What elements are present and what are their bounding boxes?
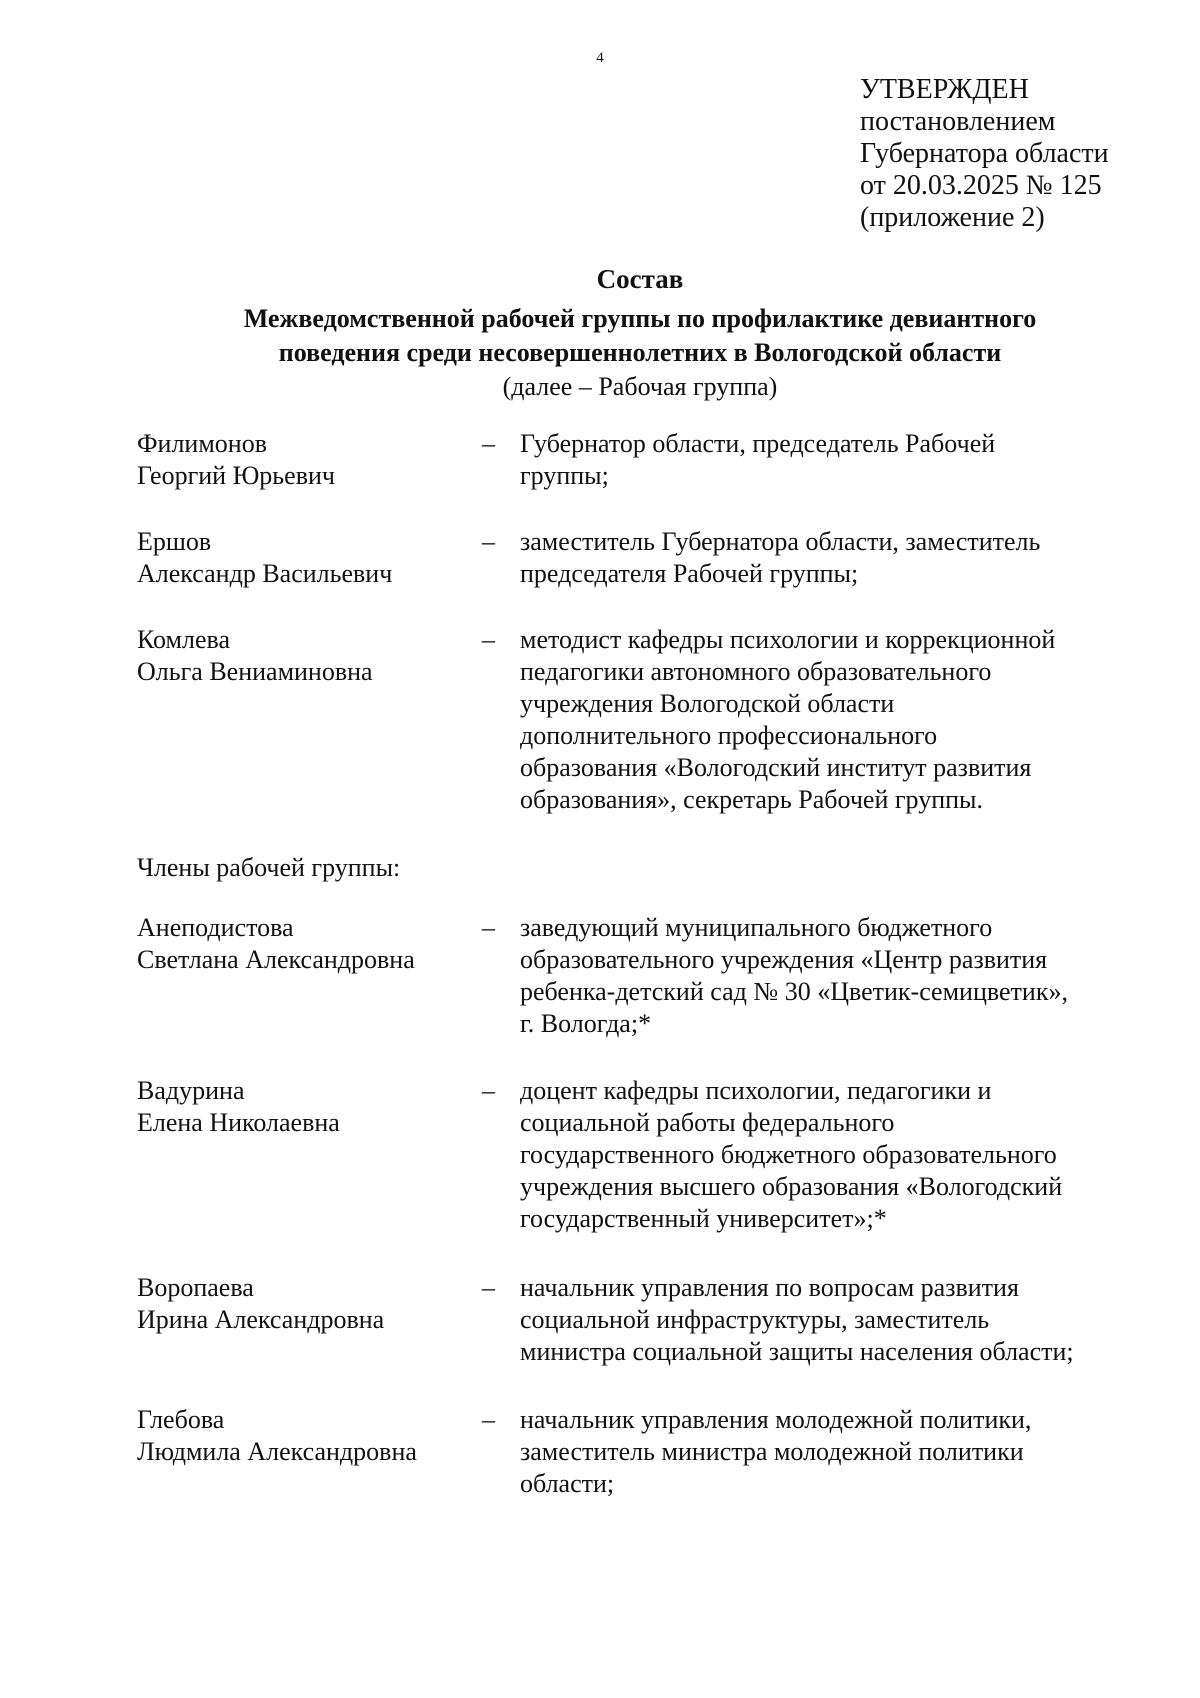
person-surname: Глебова [137, 1405, 225, 1434]
person-surname: Филимонов [137, 429, 267, 458]
person-position: начальник управления по вопросам развития социальной инфраструктуры, заместитель министра социальной защиты населения области; [520, 1273, 1074, 1366]
person-name [137, 1404, 467, 1468]
document-title-line-1: Межведомственной рабочей группы по профилактике девиантного [243, 304, 1037, 333]
entry-dash: – [482, 1273, 495, 1302]
person-surname: Ершов [137, 527, 212, 556]
person-name [137, 1075, 467, 1139]
person-position: заместитель Губернатора области, заместитель председателя Рабочей группы; [520, 527, 1041, 588]
entry-dash: – [482, 913, 495, 942]
person-surname: Комлева [137, 625, 230, 654]
members-section-label: Члены рабочей группы: [137, 853, 401, 882]
entry-dash: – [482, 429, 495, 458]
document-title-block [0, 262, 1200, 404]
document-heading: Состав [596, 264, 684, 294]
approval-line-governor: Губернатора области [860, 138, 1109, 169]
document-subtitle: (далее – Рабочая группа) [502, 372, 778, 401]
person-position: начальник управления молодежной политики, заместитель министра молодежной политики области; [520, 1405, 1032, 1498]
person-name [137, 624, 467, 688]
person-name [137, 428, 467, 492]
page-number: 4 [596, 50, 604, 66]
approval-line-resolution: постановлением [860, 106, 1056, 137]
document-title-line-2: поведения среди несовершеннолетних в Вологодской области [278, 338, 1002, 367]
person-given-names: Светлана Александровна [137, 945, 415, 974]
person-given-names: Людмила Александровна [137, 1437, 417, 1466]
approval-line-appendix: (приложение 2) [860, 202, 1045, 233]
person-name [137, 912, 467, 976]
person-given-names: Ольга Вениаминовна [137, 657, 373, 686]
entry-dash: – [482, 1076, 495, 1105]
person-given-names: Елена Николаевна [137, 1108, 340, 1137]
person-position: методист кафедры психологии и коррекционной педагогики автономного образовательного учреждения Вологодской области дополнительного профессионального образования «Вологодский институт развития образования», секретарь Рабочей группы. [520, 625, 1056, 814]
person-given-names: Александр Васильевич [137, 559, 393, 588]
person-position: Губернатор области, председатель Рабочей группы; [520, 429, 996, 490]
approval-stamp-block [860, 74, 1109, 234]
entry-dash: – [482, 527, 495, 556]
person-name [137, 1272, 467, 1336]
approval-line-date-number: от 20.03.2025 № 125 [860, 170, 1102, 201]
entry-dash: – [482, 1405, 495, 1434]
person-position: заведующий муниципального бюджетного образовательного учреждения «Центр развития ребенка-детский сад № 30 «Цветик-семицветик», г. Вологда;* [520, 913, 1068, 1038]
person-name [137, 526, 467, 590]
approval-heading: УТВЕРЖДЕН [860, 74, 1029, 105]
entry-dash: – [482, 625, 495, 654]
person-surname: Воропаева [137, 1273, 254, 1302]
person-surname: Анеподистова [137, 913, 294, 942]
person-position: доцент кафедры психологии, педагогики и социальной работы федерального государственного бюджетного образовательного учреждения высшего образования «Вологодский государственный университет»;* [520, 1076, 1063, 1233]
person-given-names: Ирина Александровна [137, 1305, 385, 1334]
person-given-names: Георгий Юрьевич [137, 461, 335, 490]
person-surname: Вадурина [137, 1076, 245, 1105]
